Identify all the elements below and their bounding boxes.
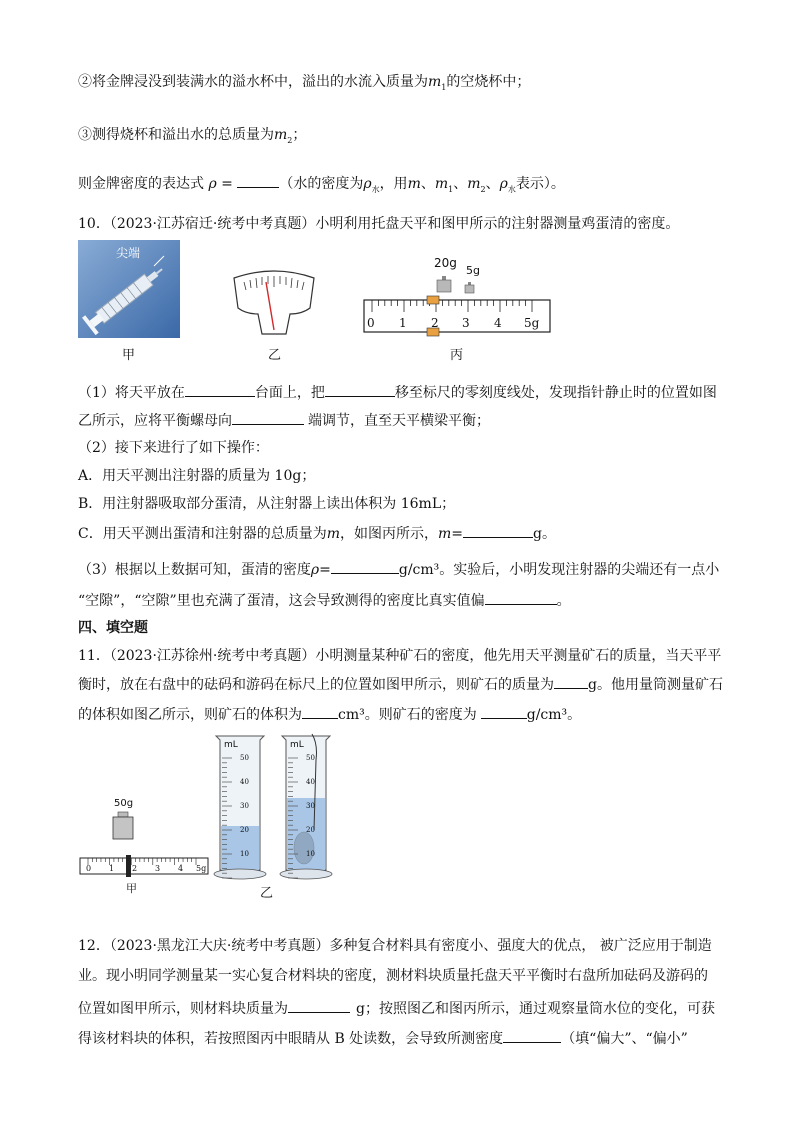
cyl1-tick-40: 40 (240, 778, 249, 786)
fig-bing-caption: 丙 (450, 348, 464, 363)
q12-line1 (78, 936, 712, 956)
q11-fig-yi-caption: 乙 (260, 886, 274, 901)
q10-source: （2023·江苏宿迁·统考中考真题） (109, 216, 316, 232)
blank-direction[interactable] (232, 410, 304, 425)
q12-l3a: 位置如图甲所示，则材料块质量为 (78, 1001, 288, 1017)
section-heading: 四、填空题 (78, 620, 148, 636)
m1-var: m (428, 74, 442, 90)
m1-var2: m (434, 176, 449, 192)
answer-blank[interactable] (237, 173, 279, 188)
weight-5g-label: 5g (466, 264, 480, 277)
q11-tick-2: 2 (132, 864, 138, 873)
q11-line1-text: 小明测量某种矿石的密度，他先用天平测量矿石的质量，当天平平 (315, 648, 722, 664)
q9-expression (78, 173, 565, 196)
q10-stem (78, 214, 679, 234)
optc-pre: C．用天平测出蛋清和注射器的总质量为 (78, 526, 327, 542)
p1d: 乙所示，应将平衡螺母向 (78, 413, 232, 429)
q11-l2b: g。他用量筒测量矿石 (588, 677, 723, 693)
p1e: 端调节，直至天平横梁平衡； (308, 413, 490, 429)
tick-5g: 5g (524, 316, 540, 330)
cyl2-tick-20: 20 (306, 826, 315, 834)
balance-ruler-bing (362, 256, 552, 342)
weight-20g-label: 20g (434, 256, 457, 270)
p1b: 台面上，把 (254, 385, 325, 401)
q9-step3-end: ； (292, 127, 307, 143)
q11-tick-3: 3 (155, 864, 161, 873)
q11-l3c: g/cm³。 (526, 707, 582, 723)
q12-l3b: g；按照图乙和图丙所示，通过观察量筒水位的变化，可获 (356, 1001, 715, 1017)
tick-0: 0 (367, 316, 375, 330)
tick-4: 4 (494, 316, 502, 330)
rho-water: ρ (363, 176, 372, 192)
blank-density[interactable] (331, 559, 399, 574)
cyl1-tick-20: 20 (240, 826, 249, 834)
optc-unit: g。 (533, 526, 556, 542)
rho-equals: ρ = (208, 176, 233, 192)
q10-option-a: A．用天平测出注射器的质量为 10g； (78, 468, 316, 484)
q9-step2 (78, 72, 530, 94)
q11-source: （2023·江苏徐州·统考中考真题） (109, 648, 316, 664)
tip-label: 尖端 (116, 246, 141, 260)
optc-m2: m (438, 526, 452, 542)
q11-fig-jia-caption: 甲 (126, 882, 137, 895)
sep: 、 (485, 176, 500, 192)
p3-eq: = (319, 562, 331, 578)
optc-eq: = (451, 526, 464, 542)
q12-line2: 业。现小明同学测量某一实心复合材料块的密度，测材料块质量托盘天平平衡时右盘所加砝码及游码的 (78, 968, 708, 984)
q12-line1-text: 多种复合材料具有密度小、强度大的优点， 被广泛应用于制造 (329, 938, 712, 954)
cyl2-unit: mL (290, 740, 304, 750)
q10-part1-line2 (78, 410, 490, 431)
q11-line2 (78, 674, 723, 695)
sep: 、 (420, 176, 435, 192)
cyl2-tick-10: 10 (306, 850, 315, 858)
blank-total-mass[interactable] (463, 523, 533, 538)
q9-expr-text: 则金牌密度的表达式 (78, 176, 204, 192)
q9-expr-mid: （水的密度为 (279, 176, 364, 192)
q11-tick-5g: 5g (196, 864, 207, 873)
cyl1-tick-50: 50 (240, 754, 249, 762)
blank-ore-mass[interactable] (554, 674, 588, 689)
cyl2-tick-40: 40 (306, 778, 315, 786)
m2-sub2: 2 (480, 185, 486, 194)
cyl1-tick-30: 30 (240, 802, 249, 810)
blank-ore-density[interactable] (481, 704, 527, 719)
q11-tick-1: 1 (109, 864, 115, 873)
q11-l3b: cm³。则矿石的密度为 (338, 707, 477, 723)
q10-part1-line1 (78, 382, 717, 403)
q10-part2: （2）接下来进行了如下操作： (78, 440, 269, 456)
balance-ruler-jia (78, 798, 210, 878)
cyl2-tick-30: 30 (306, 802, 315, 810)
q9-expr-use: ，用 (379, 176, 408, 192)
q10-option-c (78, 523, 556, 544)
rho-water-sub: 水 (371, 185, 380, 194)
m1-sub: 1 (441, 83, 447, 92)
blank-density-bias[interactable] (503, 1028, 561, 1043)
fig-jia-caption: 甲 (122, 348, 136, 363)
balance-pointer-dial (228, 268, 320, 340)
q11-tick-0: 0 (86, 864, 92, 873)
q11-l2a: 衡时，放在右盘中的砝码和游码在标尺上的位置如图甲所示，则矿石的质量为 (78, 677, 554, 693)
p1c: 移至标尺的零刻度线处，发现指针静止时的位置如图 (394, 385, 717, 401)
rho-water2-sub: 水 (507, 185, 516, 194)
m-var: m (407, 176, 421, 192)
p3-unit: g/cm³。实验后，小明发现注射器的尖端还有一点小 (398, 562, 720, 578)
q12-line4 (78, 1028, 688, 1049)
m2-var: m (274, 127, 288, 143)
blank-rider[interactable] (325, 382, 395, 397)
m2-var2: m (467, 176, 481, 192)
m1-sub2: 1 (448, 185, 454, 194)
blank-ore-volume[interactable] (302, 704, 338, 719)
p3-end: 。 (556, 593, 571, 609)
q9-step2-text: ②将金牌浸没到装满水的溢水杯中，溢出的水流入质量为 (78, 74, 428, 90)
q12-number: 12． (78, 938, 110, 954)
q11-l3a: 的体积如图乙所示，则矿石的体积为 (78, 707, 302, 723)
q10-stem-text: 小明利用托盘天平和图甲所示的注射器测量鸡蛋清的密度。 (315, 216, 680, 232)
cyl1-tick-10: 10 (240, 850, 249, 858)
q12-source: （2023·黑龙江大庆·统考中考真题） (109, 938, 330, 954)
fig-yi-caption: 乙 (268, 348, 282, 363)
q10-number: 10． (78, 216, 110, 232)
q9-step2-end: 的空烧杯中； (446, 74, 531, 90)
rho-water2: ρ (499, 176, 508, 192)
p3a: （3）根据以上数据可知，蛋清的密度 (78, 562, 311, 578)
q11-line3 (78, 704, 581, 725)
blank-surface[interactable] (185, 382, 255, 397)
optc-mid: ，如图丙所示， (340, 526, 438, 542)
q10-option-b: B．用注射器吸取部分蛋清，从注射器上读出体积为 16mL； (78, 496, 456, 512)
q12-l4a: 得该材料块的体积，若按照图丙中眼睛从 B 处读数，会导致所测密度 (78, 1031, 504, 1047)
p3b: “空隙”，“空隙”里也充满了蛋清，这会导致测得的密度比真实值偏 (78, 593, 485, 609)
cyl2-tick-50: 50 (306, 754, 315, 762)
q12-line3 (78, 998, 715, 1019)
p1a: （1）将天平放在 (78, 385, 185, 401)
q11-tick-4: 4 (178, 864, 184, 873)
tick-1: 1 (399, 316, 407, 330)
m2-sub: 2 (287, 136, 293, 145)
q10-part3-line2 (78, 590, 571, 611)
sep: 、 (453, 176, 468, 192)
q11-number: 11． (78, 648, 110, 664)
syringe-photo (78, 240, 180, 338)
weight-50g-label: 50g (114, 798, 134, 809)
q9-expr-end: 表示）。 (515, 176, 565, 192)
q10-part3-line1 (78, 559, 719, 580)
blank-bias[interactable] (485, 590, 557, 605)
tick-3: 3 (462, 316, 470, 330)
graduated-cylinders (212, 730, 348, 882)
q9-step3-text: ③测得烧杯和溢出水的总质量为 (78, 127, 274, 143)
q11-line1 (78, 646, 721, 666)
p3-rho: ρ (310, 562, 320, 578)
cyl1-unit: mL (224, 740, 238, 750)
blank-block-mass[interactable] (288, 998, 350, 1013)
optc-m: m (326, 526, 340, 542)
q12-l4b: （填“偏大”、“偏小” (561, 1031, 688, 1047)
tick-2: 2 (431, 316, 439, 330)
q9-step3 (78, 125, 306, 147)
